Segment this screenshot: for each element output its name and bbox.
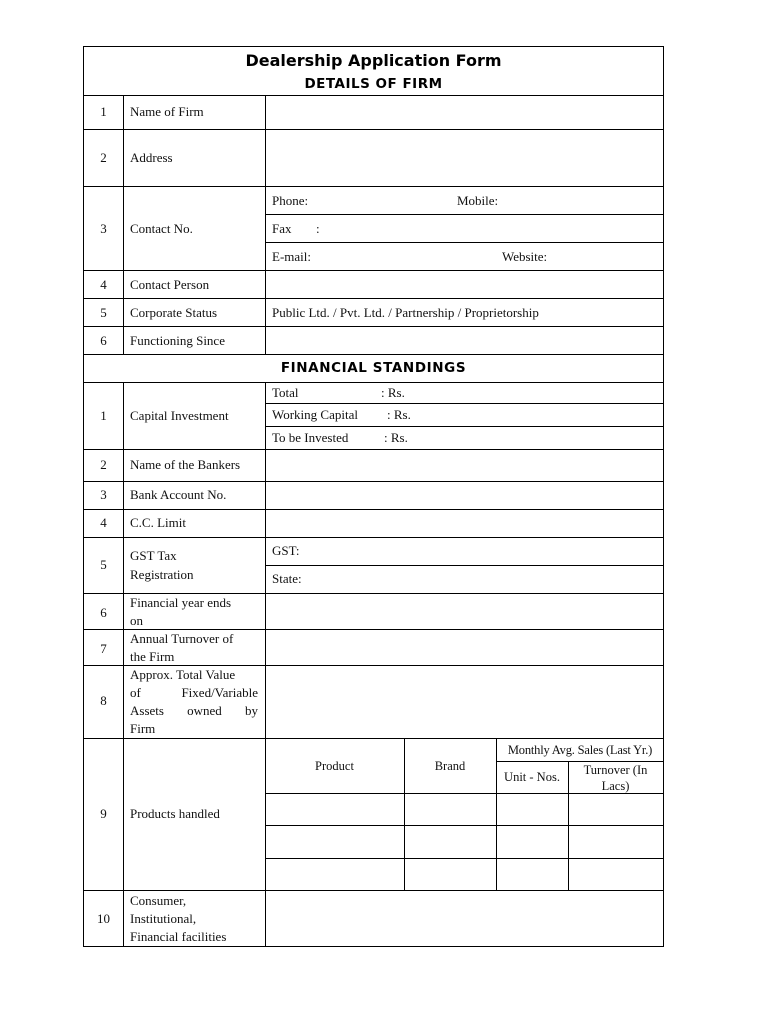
label-contact-person: Contact Person xyxy=(130,277,210,292)
label-consumer: Consumer, xyxy=(130,893,187,908)
row-number: 9 xyxy=(100,806,107,821)
row-divider xyxy=(84,382,663,383)
label-the-firm: the Firm xyxy=(130,649,175,664)
row-number: 8 xyxy=(100,693,107,708)
label-annual-turnover: Annual Turnover of xyxy=(130,631,234,646)
label-functioning-since: Functioning Since xyxy=(130,333,225,348)
label-fixed-variable: of Fixed/Variable xyxy=(130,685,258,700)
row-number: 6 xyxy=(100,605,107,620)
row-divider xyxy=(84,354,663,355)
form-title: Dealership Application Form xyxy=(245,51,502,70)
column-divider xyxy=(496,738,497,890)
row-divider xyxy=(84,449,663,450)
row-divider xyxy=(84,270,663,271)
header-product: Product xyxy=(315,759,354,773)
row-number: 3 xyxy=(100,221,107,236)
label-state: State: xyxy=(272,571,302,586)
label-products-handled: Products handled xyxy=(130,806,220,821)
to-be-invested-rs: : Rs. xyxy=(384,430,408,445)
row-divider xyxy=(84,738,663,739)
row-divider xyxy=(265,426,663,427)
row-number: 6 xyxy=(100,333,107,348)
label-website: Website: xyxy=(502,249,548,264)
row-number: 10 xyxy=(97,911,110,926)
row-number: 4 xyxy=(100,515,107,530)
working-capital-rs: : Rs. xyxy=(387,407,411,422)
row-divider xyxy=(84,537,663,538)
dealership-application-form xyxy=(83,46,664,947)
label-fax: Fax xyxy=(272,221,292,236)
row-number: 2 xyxy=(100,150,107,165)
row-number: 1 xyxy=(100,104,107,119)
row-divider xyxy=(84,326,663,327)
row-divider xyxy=(84,890,663,891)
row-divider xyxy=(84,129,663,130)
row-number: 7 xyxy=(100,641,107,656)
row-divider xyxy=(84,481,663,482)
label-contact-no: Contact No. xyxy=(130,221,193,236)
row-divider xyxy=(265,242,663,243)
column-divider xyxy=(265,95,266,354)
header-turnover: Turnover (In xyxy=(583,763,648,777)
label-email: E-mail: xyxy=(272,249,311,264)
label-assets-owned: Assets owned by xyxy=(130,703,258,718)
fax-colon: : xyxy=(316,221,320,236)
row-number: 1 xyxy=(100,408,107,423)
row-number: 5 xyxy=(100,557,107,572)
section-heading-financial-standings: FINANCIAL STANDINGS xyxy=(280,360,467,376)
column-divider xyxy=(123,95,124,354)
row-divider xyxy=(265,825,663,826)
row-divider xyxy=(84,298,663,299)
label-institutional: Institutional, xyxy=(130,911,197,926)
header-monthly-avg-sales: Monthly Avg. Sales (Last Yr.) xyxy=(507,743,653,757)
total-rs: : Rs. xyxy=(381,385,405,400)
label-firm: Firm xyxy=(130,721,156,736)
label-financial-year-on: on xyxy=(130,613,143,628)
row-divider xyxy=(265,565,663,566)
label-gst-tax: GST Tax xyxy=(130,548,177,563)
header-turnover-lacs: Lacs) xyxy=(601,779,630,793)
row-divider xyxy=(84,186,663,187)
label-financial-facilities: Financial facilities xyxy=(130,929,227,944)
label-bank-account-no: Bank Account No. xyxy=(130,487,227,502)
row-number: 3 xyxy=(100,487,107,502)
row-divider xyxy=(84,629,663,630)
label-capital-investment: Capital Investment xyxy=(130,408,229,423)
label-name-of-firm: Name of Firm xyxy=(130,104,204,119)
row-divider xyxy=(84,509,663,510)
label-corporate-status: Corporate Status xyxy=(130,305,218,320)
row-divider xyxy=(84,95,663,96)
header-brand: Brand xyxy=(434,759,466,773)
row-divider xyxy=(265,403,663,404)
section-heading-details-of-firm: DETAILS OF FIRM xyxy=(304,76,443,92)
label-total: Total xyxy=(272,385,299,400)
row-divider xyxy=(265,214,663,215)
label-address: Address xyxy=(130,150,173,165)
label-financial-year-ends: Financial year ends xyxy=(130,595,232,610)
header-unit-nos: Unit - Nos. xyxy=(504,770,560,784)
row-divider xyxy=(84,593,663,594)
label-gst: GST: xyxy=(272,543,300,558)
column-divider xyxy=(265,382,266,946)
label-registration: Registration xyxy=(130,567,194,582)
label-phone: Phone: xyxy=(272,193,309,208)
label-cc-limit: C.C. Limit xyxy=(130,515,186,530)
row-divider xyxy=(84,665,663,666)
row-number: 2 xyxy=(100,457,107,472)
row-divider xyxy=(265,858,663,859)
row-number: 4 xyxy=(100,277,107,292)
label-mobile: Mobile: xyxy=(457,193,499,208)
label-approx-total-value: Approx. Total Value xyxy=(130,667,236,682)
column-divider xyxy=(123,382,124,946)
label-name-of-bankers: Name of the Bankers xyxy=(130,457,241,472)
label-to-be-invested: To be Invested xyxy=(272,430,349,445)
corporate-status-options: Public Ltd. / Pvt. Ltd. / Partnership / Proprietorship xyxy=(272,305,539,320)
label-working-capital: Working Capital xyxy=(272,407,358,422)
row-number: 5 xyxy=(100,305,107,320)
